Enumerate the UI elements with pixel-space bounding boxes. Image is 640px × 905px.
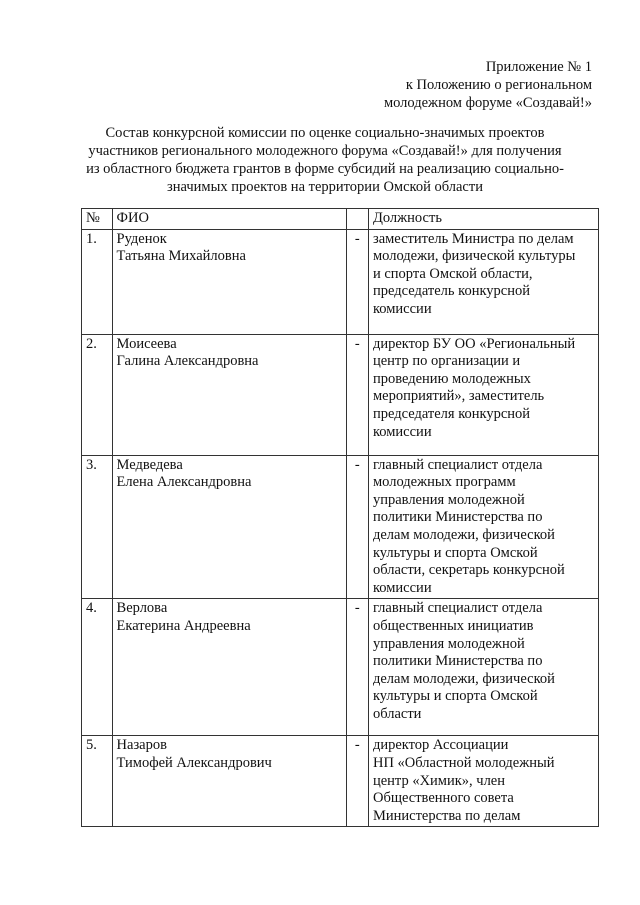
position-line: директор БУ ОО «Региональный (372, 335, 576, 352)
row-number: 2. (82, 334, 113, 455)
row-number: 3. (82, 455, 113, 599)
position-line: Общественного совета (372, 790, 514, 807)
position-line: председатель конкурсной (372, 283, 531, 300)
table-row (82, 455, 599, 599)
position-line: центр «Химик», член (372, 772, 505, 789)
row-number: 4. (82, 599, 113, 736)
header-fio: ФИО (112, 209, 346, 230)
table-row (82, 229, 599, 334)
position-line: проведению молодежных (372, 370, 531, 387)
position-line: делам молодежи, физической (372, 670, 555, 687)
position-line: и спорта Омской области, (372, 265, 533, 282)
dash-separator: - (346, 455, 368, 599)
appendix-reference (292, 58, 592, 112)
member-name (112, 599, 346, 736)
table-row (82, 736, 599, 827)
member-name (112, 334, 346, 455)
position-line: культуры и спорта Омской (372, 544, 538, 561)
position-line: главный специалист отдела (372, 600, 543, 617)
title-line: участников регионального молодежного форума «Создавай!» для получения (88, 143, 562, 159)
position-line: центр по организации и (372, 353, 521, 370)
position-line: главный специалист отдела (372, 456, 543, 473)
position-line: комиссии (372, 300, 432, 317)
position-line: молодежи, физической культуры (372, 248, 576, 265)
row-number: 1. (82, 229, 113, 334)
member-name (112, 455, 346, 599)
position-line: комиссии (372, 423, 432, 440)
member-surname: Медведева (116, 456, 183, 473)
title-line: из областного бюджета грантов в форме субсидий на реализацию социально- (86, 161, 564, 177)
member-surname: Назаров (116, 737, 167, 754)
row-number: 5. (82, 736, 113, 827)
appendix-line: молодежном форуме «Создавай!» (383, 95, 592, 111)
position-line: области (372, 705, 422, 722)
table-row (82, 334, 599, 455)
position-line: области, секретарь конкурсной (372, 562, 565, 579)
header-num: № (82, 209, 113, 230)
document-title (50, 124, 600, 196)
position-line: заместитель Министра по делам (372, 230, 574, 247)
position-line: делам молодежи, физической (372, 526, 555, 543)
member-surname: Верлова (116, 600, 168, 617)
committee-table (81, 208, 599, 827)
position-line: Министерства по делам (372, 807, 521, 824)
position-line: общественных инициатив (372, 617, 534, 634)
position-line: комиссии (372, 579, 432, 596)
appendix-line: Приложение № 1 (485, 59, 592, 75)
position-line: НП «Областной молодежный (372, 754, 555, 771)
member-given-names: Татьяна Михайловна (116, 248, 246, 265)
member-position (368, 229, 598, 334)
position-line: управления молодежной (372, 491, 525, 508)
position-line: мероприятий», заместитель (372, 388, 545, 405)
member-given-names: Галина Александровна (116, 353, 259, 370)
member-position (368, 334, 598, 455)
dash-separator: - (346, 736, 368, 827)
header-position: Должность (368, 209, 598, 230)
member-name (112, 736, 346, 827)
member-surname: Моисеева (116, 335, 177, 352)
position-line: политики Министерства по (372, 509, 543, 526)
table-header-row (82, 209, 599, 230)
position-line: председателя конкурсной (372, 405, 531, 422)
dash-separator: - (346, 334, 368, 455)
position-line: политики Министерства по (372, 653, 543, 670)
appendix-line: к Положению о региональном (405, 77, 592, 93)
member-position (368, 599, 598, 736)
member-position (368, 736, 598, 827)
dash-separator: - (346, 229, 368, 334)
member-name (112, 229, 346, 334)
title-line: значимых проектов на территории Омской области (167, 179, 483, 195)
table-row (82, 599, 599, 736)
member-given-names: Елена Александровна (116, 474, 252, 491)
member-surname: Руденок (116, 230, 167, 247)
position-line: управления молодежной (372, 635, 525, 652)
member-given-names: Тимофей Александрович (116, 754, 272, 771)
position-line: молодежных программ (372, 474, 516, 491)
position-line: культуры и спорта Омской (372, 688, 538, 705)
member-position (368, 455, 598, 599)
position-line: директор Ассоциации (372, 737, 509, 754)
member-given-names: Екатерина Андреевна (116, 617, 251, 634)
header-spacer (346, 209, 368, 230)
title-line: Состав конкурсной комиссии по оценке социально-значимых проектов (105, 125, 545, 141)
dash-separator: - (346, 599, 368, 736)
